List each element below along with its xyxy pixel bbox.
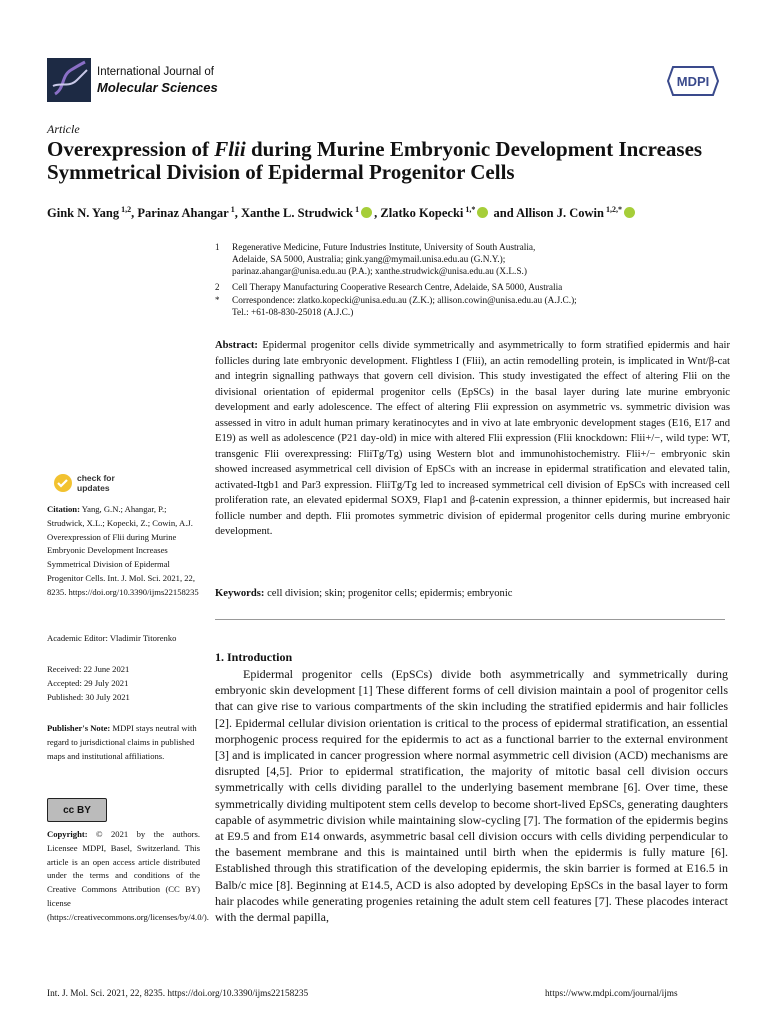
author-separator: , (131, 206, 138, 221)
author-name: Allison J. Cowin (516, 206, 604, 221)
article-type: Article (47, 122, 80, 136)
orcid-icon[interactable] (624, 207, 635, 218)
accepted-date: Accepted: 29 July 2021 (47, 678, 129, 688)
publisher-note: Publisher's Note: MDPI stays neutral with regard to jurisdictional claims in published maps and institutional affiliations. (47, 723, 197, 761)
affiliation-mark: 2 (215, 282, 220, 292)
citation-block: Citation: Yang, G.N.; Ahangar, P.; Strudwick, X.L.; Kopecki, Z.; Cowin, A.J. Overexpression of Flii during Murine Embryonic Development Increases Symmetrical Division of Epidermal Progenitor Cells. Int. J. Mol. Sci. 2021, 22, 8235. https://doi.org/10.3390/ijms22158235 (47, 504, 199, 597)
introduction-text: Epidermal progenitor cells (EpSCs) divide both asymmetrically and symmetrically during embryonic skin development [1] These different forms of cell division maintain a pool of progenitor cells that can give rise to various compartments of the skin including the stratified epidermis and hair follicles [2]. Epidermal cellular division orientation is critical to the process of epidermal stratification, an essential morphogenic process required for the epidermis to act as a functional barrier to the external environment [3] and is implicated in cancer progression where normal asymmetric cell division (ACD) mechanisms are disrupted [4,5]. Prior to epidermal stratification, the majority of mitotic basal cell division occurs symmetrically with cells dividing parallel to the underlying basement membrane [6]. Over time, these symmetrically dividing multipotent stem cells develop to become short-lived EpSCs, generating daughters capable of asymmetric division while maintaining slow-cycling [7]. The formation of the epidermis begins at E9.5 and from E14 onwards, asymmetric basal cell division occurs with cells dividing perpendicular to the basement membrane and this is maintained until birth when the epidermis is fully mature [6]. Established through this stratification of the developing epidermis, the skin barrier is formed at E16.5 in Balb/c mice [8]. Beginning at E14.5, ACD is also adopted by developing EpSCs in the basal layer to form hair placodes while generating progenies retaining the adult stem cell features [7]. These placodes interact with the dermal papilla, (215, 667, 728, 925)
svg-text:MDPI: MDPI (676, 74, 710, 89)
section-heading-introduction: 1. Introduction (215, 650, 293, 664)
mdpi-logo (667, 66, 719, 96)
author-separator: , (374, 206, 381, 221)
author-name: Xanthe L. Strudwick (240, 206, 354, 221)
footer-journal-url[interactable]: https://www.mdpi.com/journal/ijms (545, 989, 678, 999)
journal-name-line1: International Journal of (97, 66, 214, 78)
author-affiliation-sup: 1 (228, 205, 235, 214)
published-date: Published: 30 July 2021 (47, 692, 130, 702)
received-date: Received: 22 June 2021 (47, 664, 130, 674)
affiliation-mark: * (215, 295, 220, 305)
correspondence: Correspondence: zlatko.kopecki@unisa.edu.au (Z.K.); allison.cowin@unisa.edu.au (A.J.C.); Tel.: +61-08-830-25018 (A.J.C.) (232, 296, 577, 318)
affiliation-mark: 1 (215, 242, 220, 252)
author-separator: , (234, 206, 241, 221)
author-name: Parinaz Ahangar (137, 206, 229, 221)
check-updates-icon (53, 473, 73, 493)
divider (215, 619, 725, 620)
journal-name-line2: Molecular Sciences (97, 80, 218, 95)
keywords: Keywords: cell division; skin; progenitor cells; epidermis; embryonic (215, 588, 513, 599)
author-name: Gink N. Yang (47, 206, 120, 221)
author-list (47, 205, 637, 221)
journal-logo (47, 58, 91, 102)
orcid-icon[interactable] (361, 207, 372, 218)
author-affiliation-sup: 1 (353, 205, 360, 214)
check-for-updates-badge[interactable]: check for updates (47, 473, 115, 493)
academic-editor: Academic Editor: Vladimir Titorenko (47, 633, 177, 643)
author-affiliation-sup: 1,2,* (603, 205, 622, 214)
author-separator: and (490, 206, 517, 221)
affiliation-1: Regenerative Medicine, Future Industries Institute, University of South Australia, Adelaide, SA 5000, Australia; gink.yang@mymail.unisa.edu.au (G.N.Y.); parinaz.ahangar@unisa.edu.au (P.A.); xanthe.strudwick@unisa.edu.au (X.L.S.) (232, 243, 536, 277)
author-affiliation-sup: 1,2 (119, 205, 132, 214)
cc-by-license-icon[interactable]: cc BY (47, 798, 107, 822)
footer-citation: Int. J. Mol. Sci. 2021, 22, 8235. https://doi.org/10.3390/ijms22158235 (47, 989, 309, 999)
affiliation-2: Cell Therapy Manufacturing Cooperative Research Centre, Adelaide, SA 5000, Australia (232, 283, 563, 293)
author-affiliation-sup: 1,* (463, 205, 476, 214)
author-name: Zlatko Kopecki (380, 206, 464, 221)
abstract: Abstract: Epidermal progenitor cells divide symmetrically and asymmetrically to form stratified epidermis and hair follicles during late embryonic development. Flightless I (Flii), an actin remodelling protein, is implicated in Wnt/β-cat and integrin signalling pathways that govern cell division. This study investigated the effect of altering Flii on the divisional orientation of epidermal progenitor cells (EpSCs) in the basal layer during late murine embryonic development and early adolescence. The effect of altering Flii expression on asymmetric vs. symmetric division was assessed in vitro in adult human primary keratinocytes and in vivo at late embryonic development stages (E16, E17 and E19) as well as adolescence (P21 day-old) in mice with altered Flii expression (Flii knockdown: Flii+/−, wild type: WT, transgenic Flii overexpressing: FliiTg/Tg) using Western blot and immunohistochemistry. Flii+/− embryonic skin showed increased asymmetrical cell division of EpSCs with an increase in epidermal stratification and elevated talin, activated-Itgb1 and Par3 expression. FliiTg/Tg led to increased symmetrical cell division of EpSCs with increased cell proliferation rate, an elevated epidermal SOX9, Flap1 and β-catenin expression, a thinner epidermis, but increased hair follicle number and depth. Flii promotes symmetric division of epidermal progenitor cells during murine embryonic development. (215, 340, 730, 537)
copyright-block: Copyright: © 2021 by the authors. Licensee MDPI, Basel, Switzerland. This article is an open access article distributed under the terms and conditions of the Creative Commons Attribution (CC BY) license (https://creativecommons.org/licenses/by/4.0/). (47, 829, 209, 922)
orcid-icon[interactable] (477, 207, 488, 218)
page-title: Overexpression of Flii during Murine Embryonic Development Increases Symmetrical Division of Epidermal Progenitor Cells (47, 137, 703, 184)
